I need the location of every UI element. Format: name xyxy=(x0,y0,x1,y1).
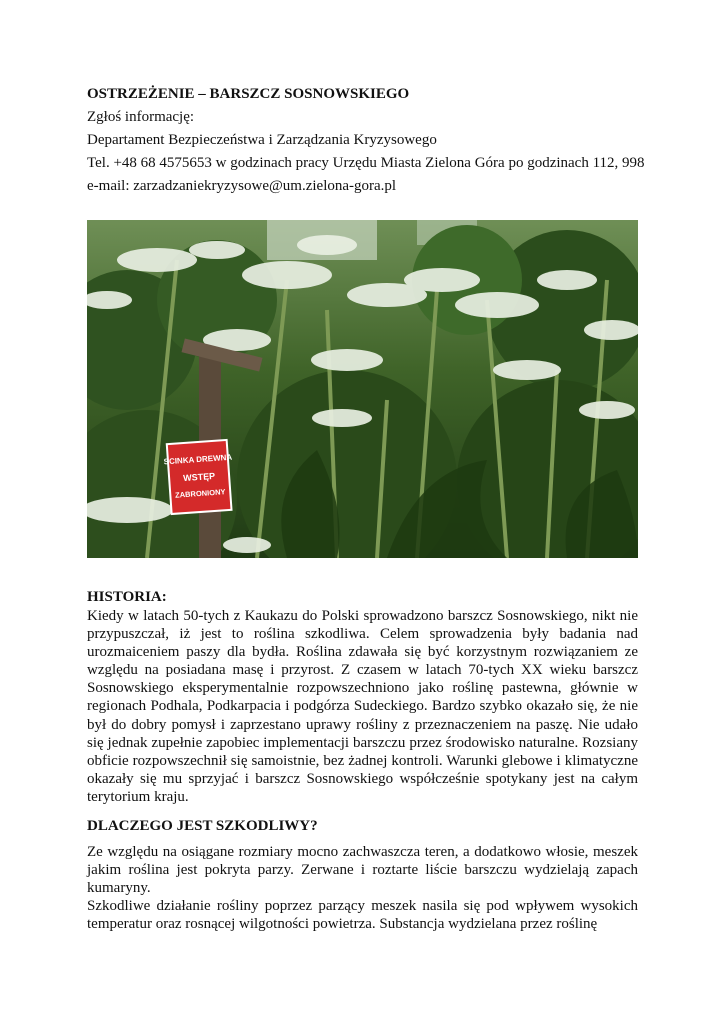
historia-section xyxy=(87,588,638,806)
department-name: Departament Bezpieczeństwa i Zarządzania Kryzysowego xyxy=(87,132,437,148)
phone-line: Tel. +48 68 4575653 w godzinach pracy Urzędu Miasta Zielona Góra po godzinach 112, 998 xyxy=(87,155,645,171)
hogweed-photo xyxy=(87,220,638,558)
historia-heading: HISTORIA: xyxy=(87,589,167,605)
report-label: Zgłoś informację: xyxy=(87,109,195,125)
dlaczego-section xyxy=(87,817,638,933)
document-title: OSTRZEŻENIE – BARSZCZ SOSNOWSKIEGO xyxy=(87,86,410,102)
sign-line-1: SCINKA DREWNA xyxy=(163,452,233,467)
dlaczego-heading: DLACZEGO JEST SZKODLIWY? xyxy=(87,818,318,834)
historia-paragraph: Kiedy w latach 50-tych z Kaukazu do Polski sprowadzono barszcz Sosnowskiego, nikt nie przypuszczał, iż jest to roślina szkodliwa. Celem sprowadzenia były badania nad urozmaiceniem paszy dla bydła. Roślina zdawała się być korzystnym rozwiązaniem ze względu na posiadana masę i przyrost. Z czasem w latach 70-tych XX wieku barszcz Sosnowskiego eksperymentalnie rozpowszechniono jako roślinę pastewna, głównie w regionach Podhala, Podkarpacia i podgórza Sudeckiego. Bardzo szybko okazało się, że nie był do dobry pomysł i zaprzestano uprawy rośliny z przeznaczeniem na paszę. Nie udało się jednak zupełnie zapobiec implementacji barszczu przez środowisko naturalne. Rozsiany obficie rozpowszechnił się samoistnie, bez żadnej kontroli. Warunki glebowe i klimatyczne okazały się mu sprzyjać i barszcz Sosnowskiego współcześnie spotykany jest na całym terytorium kraju. xyxy=(87,608,638,805)
dlaczego-paragraph-1: Ze względu na osiągane rozmiary mocno zachwaszcza teren, a dodatkowo włosie, meszek jakim roślina jest pokryta parzy. Zerwane i roztarte liście barszczu wydzielają zapach kumaryny. xyxy=(87,844,638,897)
email-line: e-mail: zarzadzaniekryzysowe@um.zielona-gora.pl xyxy=(87,178,397,194)
dlaczego-paragraph-2: Szkodliwe działanie rośliny poprzez parzący meszek nasila się pod wpływem wysokich temperatur oraz rosnącej wilgotności powietrza. Substancja wydzielana przez roślinę xyxy=(87,898,638,933)
header-block xyxy=(87,83,645,198)
hogweed-photo-illustration xyxy=(87,220,638,558)
sign-line-2: WSTĘP xyxy=(182,470,216,484)
sign-line-3: ZABRONIONY xyxy=(174,487,226,500)
